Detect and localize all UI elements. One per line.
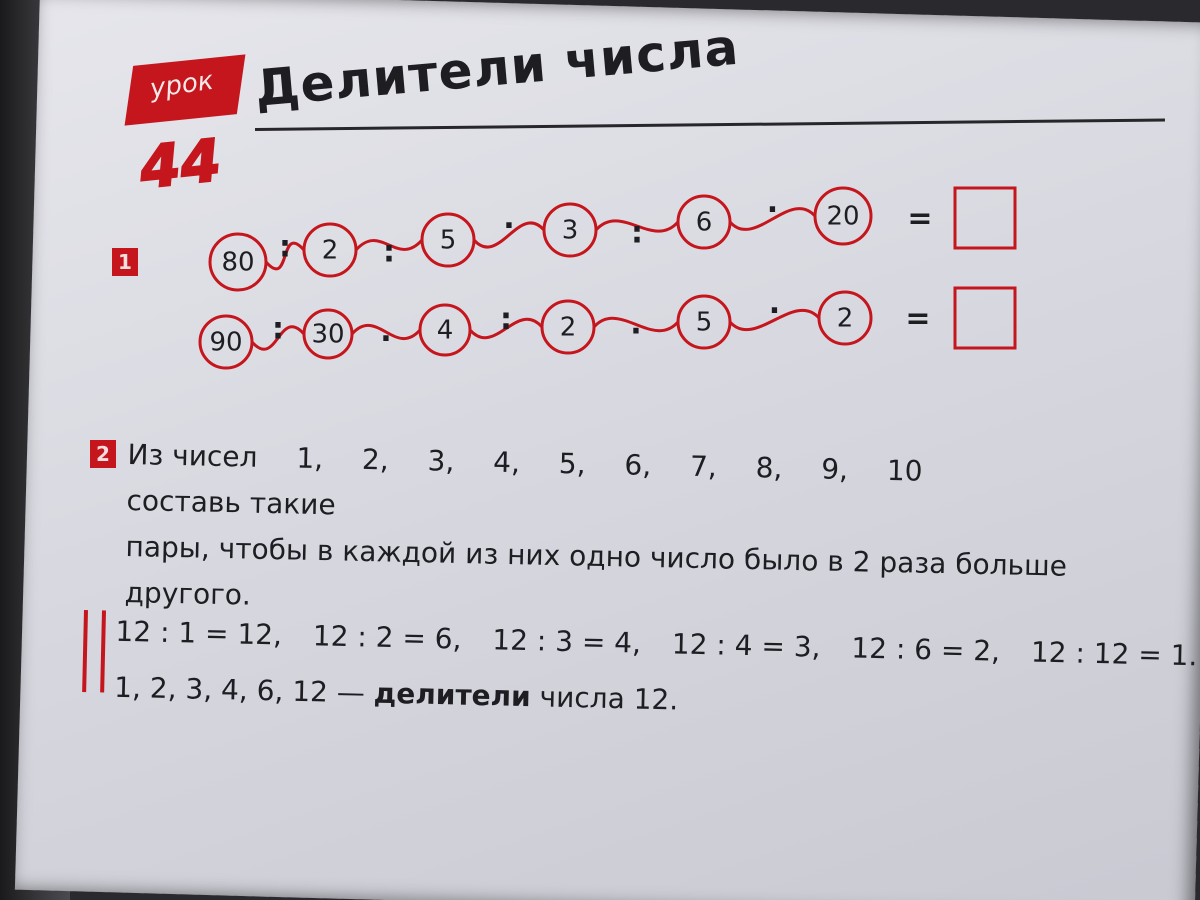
- number-item: 5,: [558, 447, 586, 481]
- chain-operator: ·: [503, 208, 515, 244]
- chain-value: 5: [439, 225, 457, 256]
- number-item: 4,: [492, 445, 521, 480]
- chain-operator: ·: [768, 293, 781, 329]
- chain-value: 20: [826, 201, 860, 232]
- chain-value: 6: [695, 207, 713, 238]
- number-item: 10: [886, 453, 923, 488]
- chain-value: 2: [559, 312, 577, 343]
- chain-value: 80: [221, 247, 255, 278]
- task-2-number: 2: [90, 440, 116, 468]
- page-title: Делители числа: [252, 17, 742, 118]
- rule-marker: [82, 610, 106, 692]
- task-2-text: [124, 432, 1188, 638]
- chain-operator: :: [272, 311, 284, 347]
- number-item: 8,: [755, 451, 783, 485]
- equals-sign: =: [907, 201, 933, 237]
- chain-operator: :: [383, 234, 395, 270]
- rule-equation: 12 : 1 = 12,: [115, 614, 283, 652]
- task-2-text-end: составь такие: [126, 483, 336, 522]
- chain-row-1: [210, 188, 1015, 290]
- rule-equation: 12 : 2 = 6,: [312, 619, 462, 656]
- chain-operator: :: [500, 302, 512, 337]
- task-2-line-3: другого.: [124, 575, 252, 612]
- rule-equation: 12 : 4 = 3,: [671, 627, 821, 664]
- rule-equation: 12 : 12 = 1.: [1030, 635, 1198, 673]
- chain-row-2: [200, 288, 1015, 368]
- rule-divisors-list: 1, 2, 3, 4, 6, 12 —: [113, 670, 366, 710]
- chain-operator: ·: [630, 314, 642, 349]
- rule-term: делители: [373, 676, 532, 714]
- chain-value: 2: [836, 303, 854, 334]
- lesson-label: урок: [148, 65, 216, 105]
- chain-operator: ·: [766, 192, 779, 228]
- rule-equation: 12 : 3 = 4,: [491, 623, 642, 660]
- number-item: 2,: [361, 442, 390, 477]
- rule-equation: 12 : 6 = 2,: [851, 631, 1001, 668]
- chain-value: 2: [321, 235, 339, 266]
- chain-operator: :: [631, 215, 643, 251]
- chain-value: 90: [209, 327, 243, 358]
- lesson-number: 44: [136, 125, 225, 203]
- number-item: 7,: [689, 449, 718, 484]
- equals-sign: =: [905, 301, 931, 337]
- chain-operator: ·: [380, 321, 392, 357]
- answer-box[interactable]: [955, 288, 1015, 348]
- task-2-intro: Из чисел: [127, 437, 258, 474]
- chain-value: 4: [436, 315, 454, 346]
- number-item: 6,: [624, 448, 652, 482]
- answer-box[interactable]: [955, 188, 1015, 248]
- rule-tail: числа 12.: [539, 680, 679, 717]
- number-item: 1,: [296, 441, 324, 476]
- task-2-line-2: пары, чтобы в каждой из них одно число было в 2 раза больше: [125, 529, 1068, 583]
- chain-value: 5: [695, 307, 713, 338]
- number-item: 3,: [427, 444, 455, 478]
- task-1-number: 1: [112, 248, 138, 276]
- chain-value: 3: [561, 215, 579, 246]
- number-item: 9,: [820, 452, 849, 487]
- chain-operator: :: [279, 229, 291, 265]
- chain-value: 30: [311, 319, 345, 350]
